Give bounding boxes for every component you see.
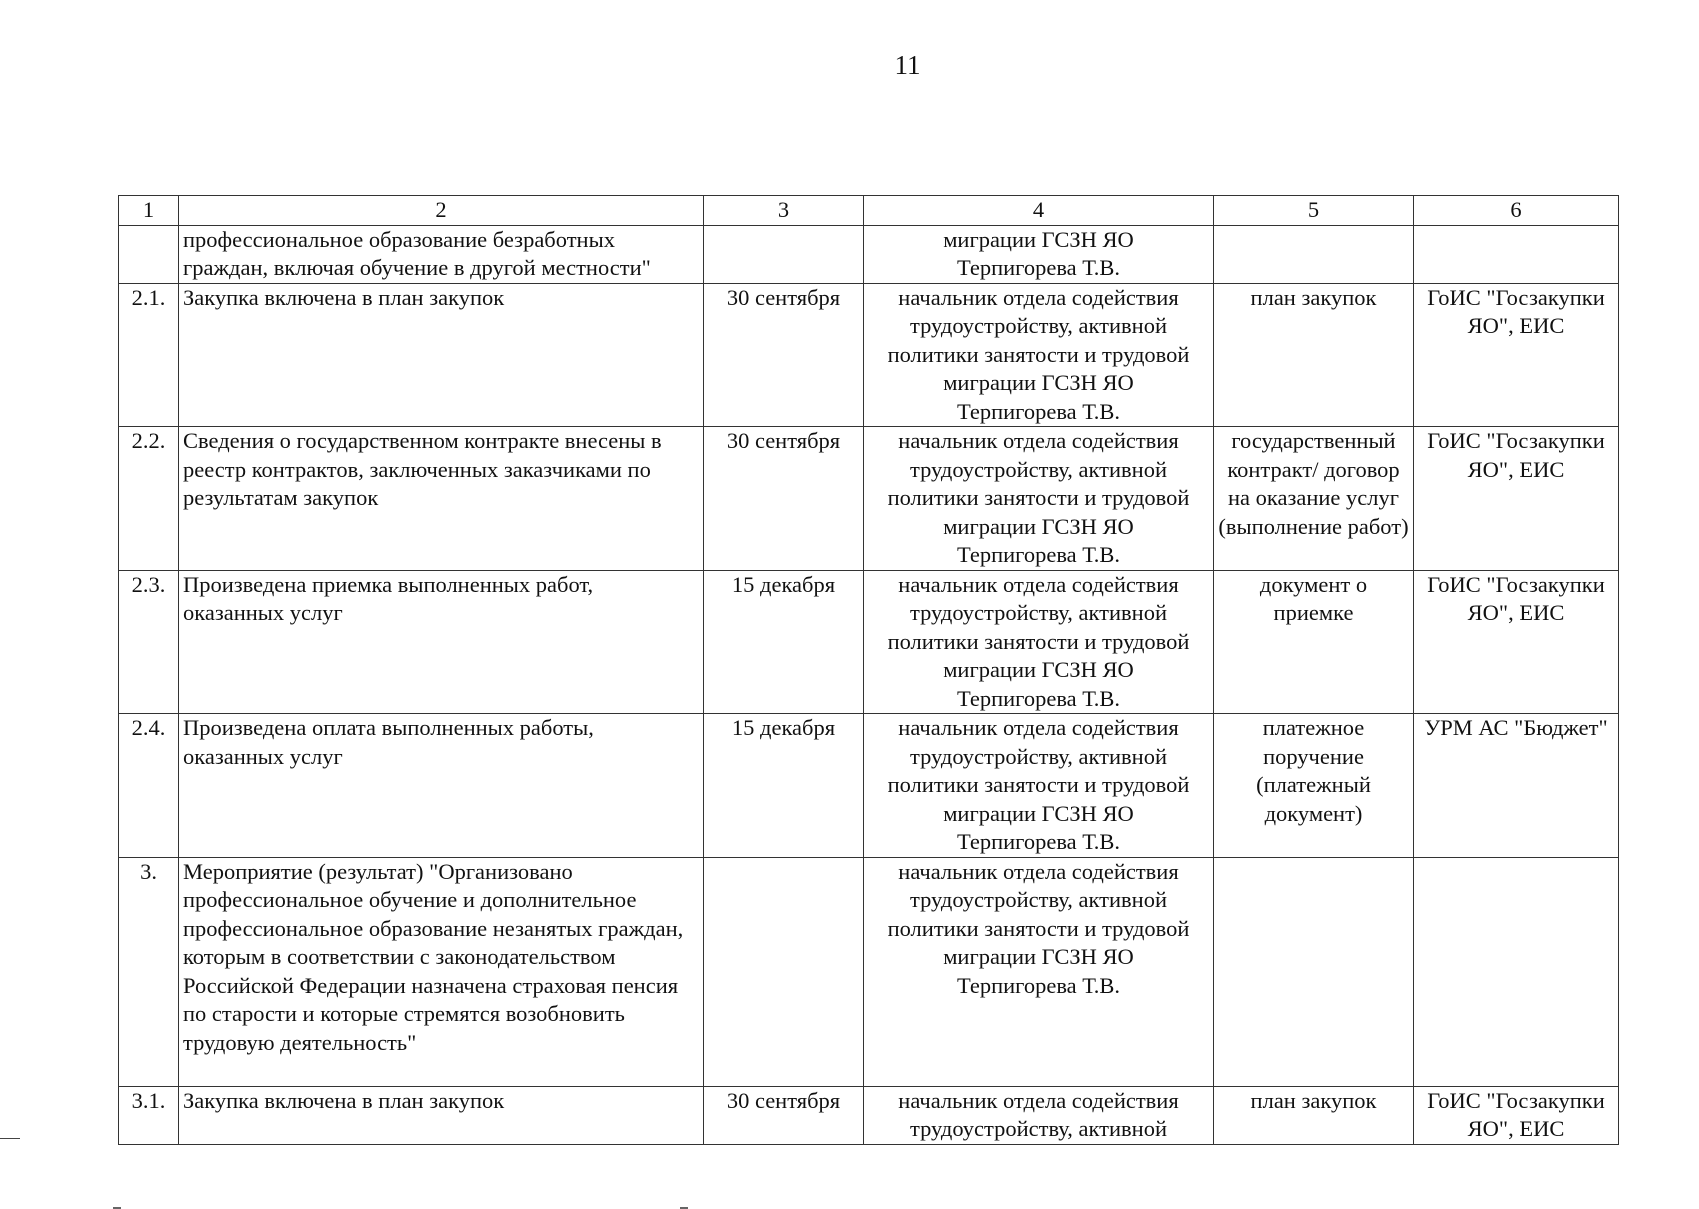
table-row bbox=[119, 427, 1619, 571]
event-text: Сведения о государственном контракте внесены в реестр контрактов, заключенных заказчиками по результатам закупок bbox=[179, 427, 704, 571]
table-row bbox=[119, 225, 1619, 283]
deadline: 30 сентября bbox=[704, 283, 864, 427]
deadline bbox=[704, 857, 864, 1086]
deadline: 15 декабря bbox=[704, 570, 864, 714]
column-number: 1 bbox=[119, 196, 179, 226]
document-type: план закупок bbox=[1214, 283, 1414, 427]
document-type: государственный контракт/ договор на оказание услуг (выполнение работ) bbox=[1214, 427, 1414, 571]
event-text: Закупка включена в план закупок bbox=[179, 1086, 704, 1144]
deadline bbox=[704, 225, 864, 283]
information-system bbox=[1414, 857, 1619, 1086]
table-row bbox=[119, 283, 1619, 427]
responsible-person: миграции ГСЗН ЯО Терпигорева Т.В. bbox=[864, 225, 1214, 283]
document-type: платежное поручение (платежный документ) bbox=[1214, 714, 1414, 858]
responsible-person: начальник отдела содействия трудоустройству, активной политики занятости и трудовой миграции ГСЗН ЯО Терпигорева Т.В. bbox=[864, 283, 1214, 427]
event-text: Произведена оплата выполненных работы, оказанных услуг bbox=[179, 714, 704, 858]
document-type bbox=[1214, 225, 1414, 283]
row-number: 2.4. bbox=[119, 714, 179, 858]
plan-table bbox=[118, 195, 1619, 1145]
column-number: 2 bbox=[179, 196, 704, 226]
table-row bbox=[119, 714, 1619, 858]
row-number bbox=[119, 225, 179, 283]
responsible-person: начальник отдела содействия трудоустройству, активной политики занятости и трудовой миграции ГСЗН ЯО Терпигорева Т.В. bbox=[864, 714, 1214, 858]
deadline: 30 сентября bbox=[704, 427, 864, 571]
document-type bbox=[1214, 857, 1414, 1086]
column-number: 5 bbox=[1214, 196, 1414, 226]
information-system: ГоИС "Госзакупки ЯО", ЕИС bbox=[1414, 1086, 1619, 1144]
event-text: профессиональное образование безработных граждан, включая обучение в другой местности" bbox=[179, 225, 704, 283]
deadline: 30 сентября bbox=[704, 1086, 864, 1144]
column-number: 4 bbox=[864, 196, 1214, 226]
margin-mark bbox=[0, 1138, 20, 1139]
information-system: УРМ АС "Бюджет" bbox=[1414, 714, 1619, 858]
responsible-person: начальник отдела содействия трудоустройству, активной политики занятости и трудовой миграции ГСЗН ЯО Терпигорева Т.В. bbox=[864, 857, 1214, 1086]
page-number: 11 bbox=[894, 50, 921, 80]
table-row bbox=[119, 570, 1619, 714]
row-number: 3.1. bbox=[119, 1086, 179, 1144]
document-type: план закупок bbox=[1214, 1086, 1414, 1144]
information-system: ГоИС "Госзакупки ЯО", ЕИС bbox=[1414, 283, 1619, 427]
information-system bbox=[1414, 225, 1619, 283]
row-number: 3. bbox=[119, 857, 179, 1086]
row-number: 2.3. bbox=[119, 570, 179, 714]
event-text: Закупка включена в план закупок bbox=[179, 283, 704, 427]
information-system: ГоИС "Госзакупки ЯО", ЕИС bbox=[1414, 427, 1619, 571]
document-type: документ о приемке bbox=[1214, 570, 1414, 714]
table-row bbox=[119, 857, 1619, 1086]
table-row bbox=[119, 1086, 1619, 1144]
column-number: 6 bbox=[1414, 196, 1619, 226]
event-text: Мероприятие (результат) "Организовано профессиональное обучение и дополнительное профессиональное образование незанятых граждан, которым в соответствии с законодательством Российской Федерации назначена страховая пенсия по старости и которые стремятся возобновить трудовую деятельность" bbox=[179, 857, 704, 1086]
column-number: 3 bbox=[704, 196, 864, 226]
information-system: ГоИС "Госзакупки ЯО", ЕИС bbox=[1414, 570, 1619, 714]
responsible-person: начальник отдела содействия трудоустройству, активной bbox=[864, 1086, 1214, 1144]
event-text: Произведена приемка выполненных работ, оказанных услуг bbox=[179, 570, 704, 714]
deadline: 15 декабря bbox=[704, 714, 864, 858]
column-number-row bbox=[119, 196, 1619, 226]
responsible-person: начальник отдела содействия трудоустройству, активной политики занятости и трудовой миграции ГСЗН ЯО Терпигорева Т.В. bbox=[864, 570, 1214, 714]
row-number: 2.1. bbox=[119, 283, 179, 427]
row-number: 2.2. bbox=[119, 427, 179, 571]
responsible-person: начальник отдела содействия трудоустройству, активной политики занятости и трудовой миграции ГСЗН ЯО Терпигорева Т.В. bbox=[864, 427, 1214, 571]
